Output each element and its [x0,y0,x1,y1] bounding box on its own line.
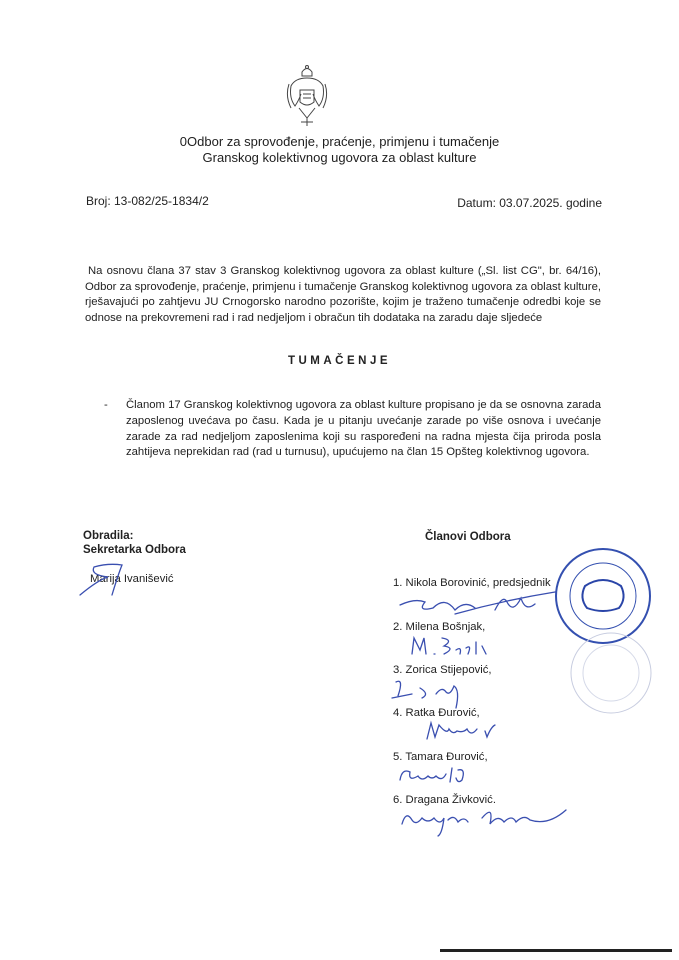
intro-paragraph [85,264,601,326]
prepared-name: Marija Ivanišević [90,573,174,585]
signature-member-4 [425,719,505,745]
member-item: 4. Ratka Đurović, [393,707,480,719]
member-item: 5. Tamara Đurović, [393,751,488,763]
signature-member-6 [398,804,598,838]
page-edge-line [440,949,672,952]
signature-secretary [78,545,138,600]
section-title: TUMAČENJE [287,355,392,367]
prepared-label: Obradila: [83,530,134,542]
interpretation-item [104,398,601,461]
member-item: 6. Dragana Živković. [393,794,496,806]
member-item: 3. Zorica Stijepović, [393,664,492,676]
member-item: 2. Milena Bošnjak, [393,621,486,633]
members-title: Članovi Odbora [425,531,511,543]
member-item: 1. Nikola Borovinić, predsjednik [393,577,551,589]
signature-member-3 [390,676,475,710]
intro-text: Na osnovu člana 37 stav 3 Granskog kolektivnog ugovora za oblast kulture („Sl. list CG", br. 64/16), Odbor za sprovođenje, praćenje, primjenu i tumačenje Granskog kolektivnog ugovora za oblast kulture, rješavajući po zahtjevu JU Crnogorsko narodno pozorište, kojim je traženo tumačenje odredbi koje se odnose na prekovremeni rad i rad nedjeljom i obračun tih dodataka na zaradu daje sljedeće [85,265,601,324]
header-line-2: Granskog kolektivnog ugovora za oblast kulture [202,150,477,165]
header-line-1: 0Odbor za sprovođenje, praćenje, primjenu i tumačenje [179,134,500,149]
signature-member-2 [410,634,490,658]
committee-header [0,134,679,166]
document-date: Datum: 03.07.2025. godine [457,196,602,210]
interpretation-text: Članom 17 Granskog kolektivnog ugovora za oblast kulture propisano je da se osnovna zarada zaposlenog uvećava po času. Kada je u pitanju uvećanje zarade po više osnova i uvećanje zarade za rad nedjeljom zaposlenima koji su raspoređeni na radna mjesta čija priroda posla zahtijeva neprekidan rad (rad u turnusu), upućujemo na član 15 Opšteg kolektivnog ugovora. [126,399,601,459]
bullet-marker: - [104,399,108,411]
coat-of-arms-emblem [285,64,329,128]
union-stamp [541,548,671,718]
signature-member-5 [398,764,478,788]
document-number: Broj: 13-082/25-1834/2 [86,194,209,208]
prepared-role: Sekretarka Odbora [83,544,186,556]
signature-member-1 [395,590,555,620]
